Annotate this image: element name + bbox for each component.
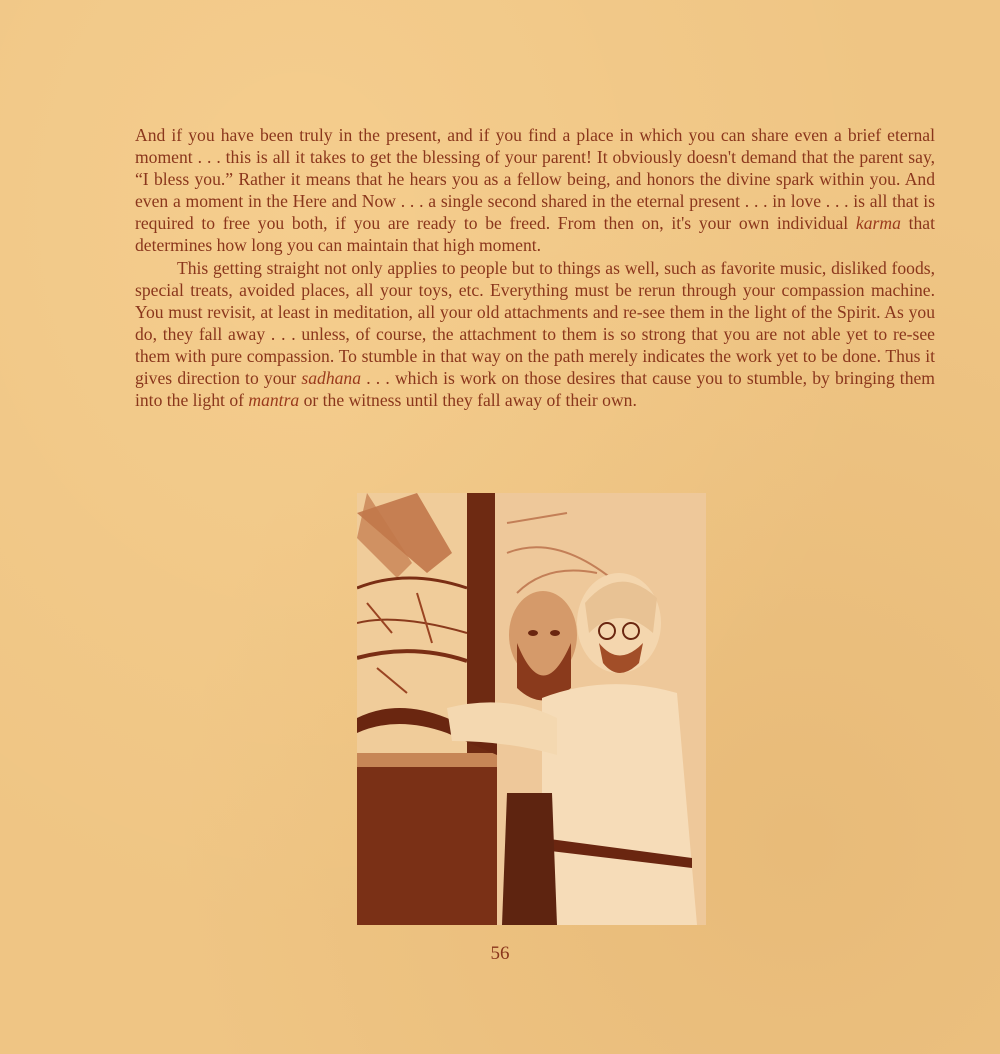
body-text (135, 124, 935, 411)
text-run: And if you have been truly in the present, and if you find a place in which you can share even a brief eternal moment . . . this is all it takes to get the blessing of your parent! It obviously doesn't demand that the parent say, “I bless you.” Rather it means that he hears you as a fellow being, and honors the divine spark within you. And even a moment in the Here and Now . . . a single second shared in the eternal present . . . in love . . . is all that is required to free you both, if you are ready to be freed. From then on, it's your own individual (135, 125, 935, 234)
text-run: This getting straight not only applies to people but to things as well, such as favorite music, disliked foods, special treats, avoided places, all your toys, etc. Everything must be rerun through your compassion machine. You must revisit, at least in meditation, all your old attachments and re-see them in the light of the Spirit. As you do, they fall away . . . unless, of course, the attachment to them is so strong that you are not able yet to re-see them with pure compassion. To stumble in that way on the path merely indicates the work yet to be done. Thus it gives direction to your (135, 257, 935, 389)
text-run: . . . which is work on those desires that cause you to stumble, by bringing them into the light of (135, 368, 935, 411)
photograph (357, 493, 706, 925)
italic-term: sadhana (301, 368, 362, 389)
text-run: or the witness until they fall away of their own. (299, 390, 637, 411)
page-number: 56 (490, 943, 510, 964)
paragraph-1 (135, 124, 935, 257)
text-run: that determines how long you can maintain that high moment. (135, 213, 935, 256)
italic-term: karma (855, 213, 901, 234)
paragraph-2 (135, 257, 935, 412)
italic-term: mantra (248, 390, 300, 411)
